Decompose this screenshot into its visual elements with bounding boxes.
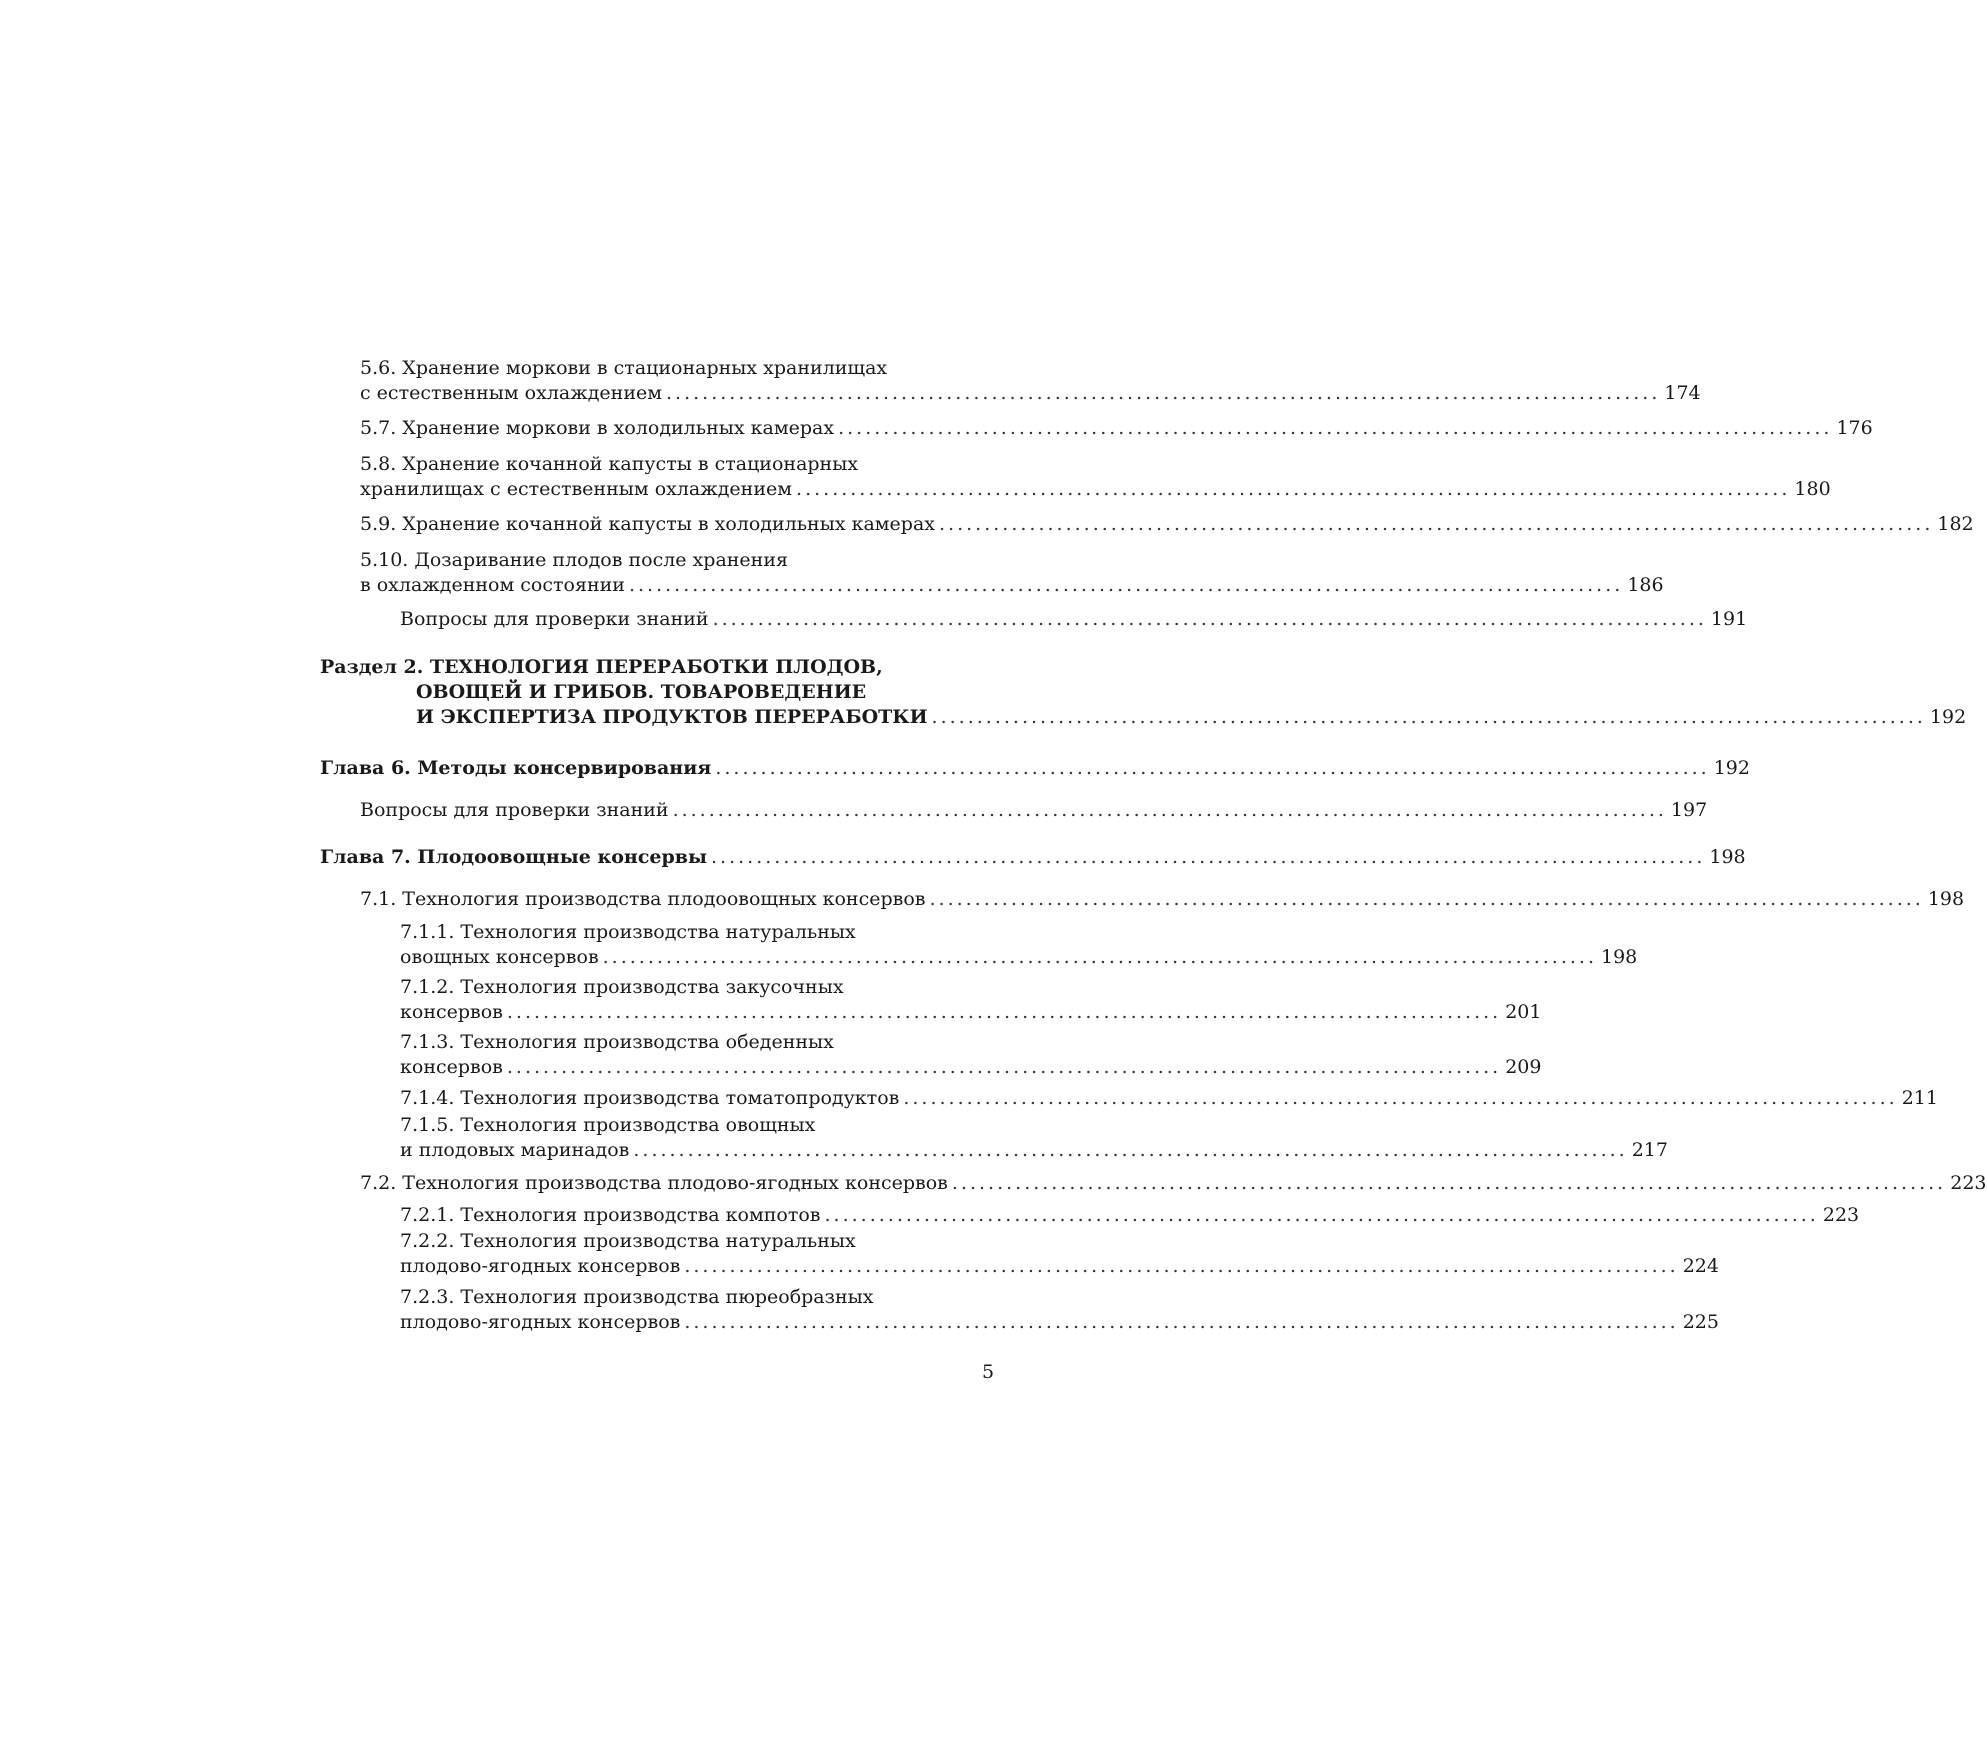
toc-page-number: 191 <box>1710 608 1748 630</box>
toc-entry-text: 7.1.2. Технология производства закусочных <box>400 976 844 998</box>
toc-entry-5-6[interactable] <box>360 356 1701 406</box>
toc-entry-7-2-3[interactable] <box>400 1285 1719 1335</box>
leader-dots: .............................................................................................................. <box>903 1087 1898 1109</box>
toc-entry-text: ОВОЩЕЙ И ГРИБОВ. ТОВАРОВЕДЕНИЕ <box>416 681 867 703</box>
toc-entry-text: 5.10. Дозаривание плодов после хранения <box>360 549 788 571</box>
toc-entry-text: Глава 7. Плодоовощные консервы <box>320 846 708 868</box>
toc-page-number: 186 <box>1627 574 1664 596</box>
leader-dots: .............................................................................................................. <box>711 846 1706 868</box>
toc-page-number: 180 <box>1794 478 1831 500</box>
toc-entry-5-10[interactable] <box>360 548 1664 598</box>
toc-page-number: 201 <box>1505 1001 1542 1023</box>
toc-page-number: 182 <box>1937 513 1974 535</box>
toc-page-number: 224 <box>1682 1255 1719 1277</box>
toc-entry-text: хранилищах с естественным охлаждением <box>360 478 793 500</box>
leader-dots: .............................................................................................................. <box>633 1139 1628 1161</box>
leader-dots: .............................................................................................................. <box>628 574 1624 596</box>
toc-page-number: 192 <box>1713 757 1750 779</box>
page-number: 5 <box>982 1361 995 1383</box>
leader-dots: .............................................................................................................. <box>666 382 1661 404</box>
toc-page-number: 223 <box>1822 1204 1860 1226</box>
toc-entry-chapter-7[interactable] <box>320 845 1746 870</box>
toc-entry-questions-6[interactable] <box>360 798 1708 823</box>
toc-entry-text: плодово-ягодных консервов <box>400 1255 681 1277</box>
toc-entry-text: 5.8. Хранение кочанной капусты в стационарных <box>360 453 859 475</box>
toc-page-number: 225 <box>1682 1311 1719 1333</box>
leader-dots: .............................................................................................................. <box>712 608 1707 630</box>
leader-dots: .............................................................................................................. <box>602 946 1597 968</box>
toc-entry-text: консервов <box>400 1001 503 1023</box>
toc-entry-text: 7.2.1. Технология производства компотов <box>400 1204 821 1226</box>
toc-page-number: 223 <box>1950 1172 1987 1194</box>
toc-entry-text: 7.2.2. Технология производства натуральных <box>400 1230 856 1252</box>
toc-entry-text: 7.1. Технология производства плодоовощных консервов <box>360 888 926 910</box>
toc-entry-text: 7.1.4. Технология производства томатопродуктов <box>400 1087 900 1109</box>
toc-entry-text: 5.6. Хранение моркови в стационарных хранилищах <box>360 357 888 379</box>
toc-entry-text: 7.2. Технология производства плодово-ягодных консервов <box>360 1172 948 1194</box>
leader-dots: .............................................................................................................. <box>672 799 1667 821</box>
toc-entry-5-8[interactable] <box>360 452 1831 502</box>
toc-entry-7-1-1[interactable] <box>400 920 1638 970</box>
toc-entry-text: 7.1.3. Технология производства обеденных <box>400 1031 834 1053</box>
toc-entry-5-7[interactable] <box>360 416 1873 441</box>
toc-entry-text: 7.1.1. Технология производства натуральных <box>400 921 856 943</box>
toc-entry-7-1-2[interactable] <box>400 975 1542 1025</box>
toc-page-number: 198 <box>1601 946 1638 968</box>
toc-page-number: 211 <box>1901 1087 1938 1109</box>
leader-dots: .............................................................................................................. <box>684 1311 1679 1333</box>
toc-entry-text: в охлажденном состоянии <box>360 574 625 596</box>
leader-dots: .............................................................................................................. <box>684 1255 1679 1277</box>
toc-page-number: 174 <box>1664 382 1701 404</box>
toc-entry-text: Раздел 2. ТЕХНОЛОГИЯ ПЕРЕРАБОТКИ ПЛОДОВ, <box>320 656 883 678</box>
toc-entry-7-1-5[interactable] <box>400 1113 1668 1163</box>
toc-page-number: 197 <box>1670 799 1708 821</box>
toc-entry-text: 5.9. Хранение кочанной капусты в холодильных камерах <box>360 513 936 535</box>
leader-dots: .............................................................................................................. <box>939 513 1934 535</box>
toc-entry-text: плодово-ягодных консервов <box>400 1311 681 1333</box>
toc-entry-text: Вопросы для проверки знаний <box>400 608 709 630</box>
toc-page-number: 198 <box>1927 888 1965 910</box>
leader-dots: .............................................................................................................. <box>506 1056 1502 1078</box>
toc-entry-text: 7.1.5. Технология производства овощных <box>400 1114 816 1136</box>
toc-entry-text: и плодовых маринадов <box>400 1139 630 1161</box>
toc-entry-7-1-4[interactable] <box>400 1086 1938 1111</box>
leader-dots: .............................................................................................................. <box>838 417 1833 439</box>
leader-dots: .............................................................................................................. <box>824 1204 1819 1226</box>
leader-dots: .............................................................................................................. <box>929 888 1924 910</box>
toc-entry-5-9[interactable] <box>360 512 1974 537</box>
toc-entry-text: с естественным охлаждением <box>360 382 663 404</box>
toc-page-number: 176 <box>1836 417 1873 439</box>
toc-entry-text: 5.7. Хранение моркови в холодильных камерах <box>360 417 835 439</box>
toc-page-number: 198 <box>1709 846 1746 868</box>
toc-entry-text: Вопросы для проверки знаний <box>360 799 669 821</box>
toc-entry-7-2-1[interactable] <box>400 1203 1860 1228</box>
leader-dots: .............................................................................................................. <box>931 706 1926 728</box>
toc-entry-section-2[interactable] <box>320 655 1967 730</box>
toc-entry-text: Глава 6. Методы консервирования <box>320 757 712 779</box>
toc-entry-chapter-6[interactable] <box>320 756 1750 781</box>
leader-dots: .............................................................................................................. <box>506 1001 1502 1023</box>
toc-entry-7-1-3[interactable] <box>400 1030 1542 1080</box>
toc-entry-text: 7.2.3. Технология производства пюреобразных <box>400 1286 874 1308</box>
toc-entry-text: консервов <box>400 1056 503 1078</box>
toc-page-number: 192 <box>1929 706 1967 728</box>
toc-entry-7-2-2[interactable] <box>400 1229 1719 1279</box>
leader-dots: .............................................................................................................. <box>796 478 1791 500</box>
toc-entry-text: И ЭКСПЕРТИЗА ПРОДУКТОВ ПЕРЕРАБОТКИ <box>416 706 928 728</box>
leader-dots: .............................................................................................................. <box>715 757 1710 779</box>
toc-entry-questions-5[interactable] <box>400 607 1748 632</box>
toc-entry-7-1[interactable] <box>360 887 1965 912</box>
toc-page-number: 209 <box>1505 1056 1542 1078</box>
toc-page-number: 217 <box>1631 1139 1668 1161</box>
toc-entry-7-2[interactable] <box>360 1171 1987 1196</box>
toc-entry-text: овощных консервов <box>400 946 599 968</box>
leader-dots: .............................................................................................................. <box>951 1172 1947 1194</box>
